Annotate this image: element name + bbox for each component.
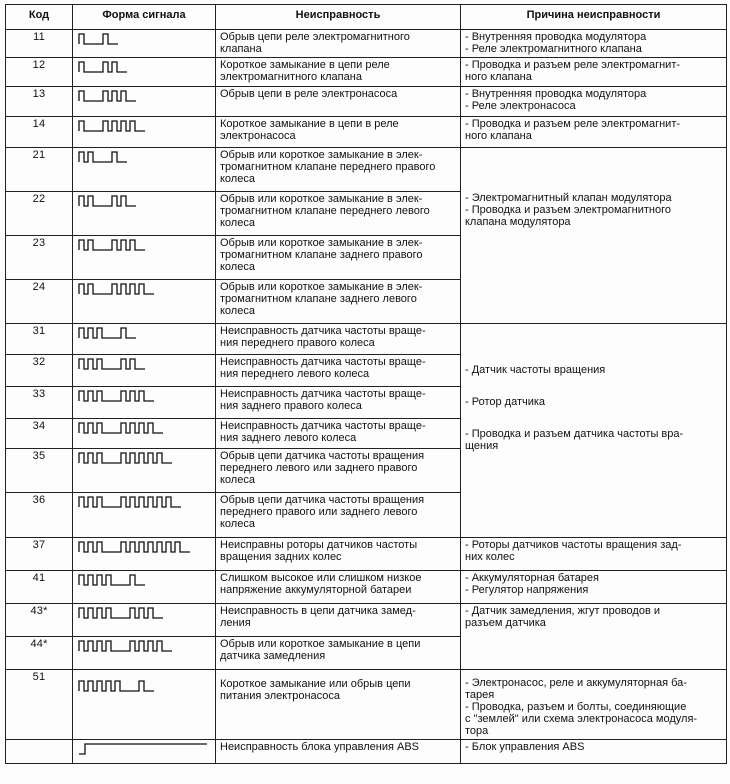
waveform-trace xyxy=(79,91,136,101)
fault-cell xyxy=(216,192,461,236)
waveform-trace xyxy=(79,34,118,44)
fault-cell xyxy=(216,58,461,87)
text-line: Короткое замыкание в цепи реле xyxy=(220,59,390,71)
fault-cell xyxy=(216,387,461,419)
code-cell: 11 xyxy=(6,30,73,58)
fault-cell xyxy=(216,117,461,148)
text-line: - Проводка и разъем реле электромагнит- xyxy=(465,118,681,130)
waveform-icon xyxy=(77,450,211,466)
text-line: - Датчик частоты вращения xyxy=(465,364,606,376)
code-cell: 14 xyxy=(6,117,73,148)
waveform-icon xyxy=(77,539,211,555)
fault-cell xyxy=(216,87,461,117)
text-line: тромагнитном клапане переднего левого xyxy=(220,205,430,217)
cause-cell xyxy=(461,148,727,324)
text-line: - Внутренняя проводка модулятора xyxy=(465,88,647,100)
waveform-icon xyxy=(77,741,211,757)
waveform-trace xyxy=(79,641,172,651)
table-row xyxy=(6,148,727,192)
text-line: Обрыв или короткое замыкание в элек- xyxy=(220,281,423,293)
cause-cell xyxy=(461,117,727,148)
code-cell: 24 xyxy=(6,280,73,324)
text-line: - Реле электромагнитного клапана xyxy=(465,43,642,55)
text-line: Короткое замыкание или обрыв цепи xyxy=(220,678,411,690)
fault-cell xyxy=(216,30,461,58)
waveform-cell xyxy=(73,604,216,637)
cause-cell xyxy=(461,571,727,604)
text-line: - Проводка и разъем электромагнитного xyxy=(465,204,671,216)
fault-cell xyxy=(216,419,461,449)
waveform-trace xyxy=(79,681,154,691)
text-line: колеса xyxy=(220,518,255,530)
text-line: Неисправность датчика частоты враще- xyxy=(220,420,426,432)
waveform-icon xyxy=(77,237,211,253)
waveform-trace xyxy=(79,62,127,72)
waveform-icon xyxy=(77,678,211,694)
text-line: Неисправность датчика частоты враще- xyxy=(220,325,426,337)
text-line: Неисправность в цепи датчика замед- xyxy=(220,605,416,617)
waveform-cell xyxy=(73,493,216,538)
header-row xyxy=(6,5,727,30)
waveform-cell xyxy=(73,670,216,740)
table-row xyxy=(6,538,727,571)
fault-cell xyxy=(216,740,461,764)
waveform-icon xyxy=(77,356,211,372)
waveform-icon xyxy=(77,494,211,510)
code-cell: 51 xyxy=(6,670,73,740)
table-row xyxy=(6,604,727,637)
text-line: колеса xyxy=(220,305,255,317)
waveform-trace xyxy=(79,423,163,433)
text-line: клапана модулятора xyxy=(465,216,571,228)
text-line: электронасоса xyxy=(220,130,296,142)
waveform-icon xyxy=(77,88,211,104)
text-line: - Электромагнитный клапан модулятора xyxy=(465,192,672,204)
text-line: тромагнитном клапане переднего правого xyxy=(220,161,436,173)
text-line: колеса xyxy=(220,261,255,273)
waveform-icon xyxy=(77,638,211,654)
waveform-icon xyxy=(77,420,211,436)
waveform-cell xyxy=(73,387,216,419)
text-line: - Реле электронасоса xyxy=(465,100,576,112)
table-row xyxy=(6,87,727,117)
waveform-trace xyxy=(79,196,136,206)
text-line: колеса xyxy=(220,173,255,185)
code-cell: 34 xyxy=(6,419,73,449)
fault-cell xyxy=(216,324,461,355)
waveform-cell xyxy=(73,87,216,117)
text-line: ного клапана xyxy=(465,130,532,142)
cause-cell xyxy=(461,30,727,58)
cause-item xyxy=(465,364,722,376)
waveform-cell xyxy=(73,236,216,280)
waveform-icon xyxy=(77,149,211,165)
cause-cell xyxy=(461,670,727,740)
waveform-icon xyxy=(77,59,211,75)
cause-item xyxy=(465,428,722,452)
waveform-cell xyxy=(73,148,216,192)
waveform-trace xyxy=(79,497,181,507)
waveform-trace xyxy=(79,608,163,618)
table-row xyxy=(6,571,727,604)
text-line: Обрыв цепи датчика частоты вращения xyxy=(220,450,425,462)
text-line: - Проводка и разъем датчика частоты вра- xyxy=(465,428,684,440)
text-line: - Проводка и разъем реле электромагнит- xyxy=(465,59,681,71)
table-row xyxy=(6,58,727,87)
text-line: напряжение аккумуляторной батареи xyxy=(220,584,412,596)
code-cell: 32 xyxy=(6,355,73,387)
text-line: Обрыв или короткое замыкание в цепи xyxy=(220,638,421,650)
fault-cell xyxy=(216,637,461,670)
text-line: электромагнитного клапана xyxy=(220,71,362,83)
waveform-cell xyxy=(73,324,216,355)
text-line: Обрыв цепи датчика частоты вращения xyxy=(220,494,425,506)
text-line: Обрыв или короткое замыкание в элек- xyxy=(220,237,423,249)
waveform-trace xyxy=(79,284,154,294)
text-line: ного клапана xyxy=(465,71,532,83)
text-line: ния заднего левого колеса xyxy=(220,432,357,444)
cause-cell xyxy=(461,538,727,571)
waveform-trace xyxy=(79,240,145,250)
waveform-icon xyxy=(77,388,211,404)
cause-cell xyxy=(461,740,727,764)
text-line: Неисправны роторы датчиков частоты xyxy=(220,539,418,551)
waveform-cell xyxy=(73,449,216,493)
fault-cell xyxy=(216,670,461,740)
waveform-cell xyxy=(73,571,216,604)
header-code: Код xyxy=(6,5,73,30)
text-line: Обрыв или короткое замыкание в элек- xyxy=(220,193,423,205)
text-line: тромагнитном клапане заднего правого xyxy=(220,249,423,261)
text-line: тора xyxy=(465,725,489,737)
code-cell: 23 xyxy=(6,236,73,280)
waveform-icon xyxy=(77,31,211,47)
text-line: датчика замедления xyxy=(220,650,326,662)
waveform-cell xyxy=(73,192,216,236)
text-line: Обрыв цепи в реле электронасоса xyxy=(220,88,398,100)
fault-cell xyxy=(216,571,461,604)
code-cell: 31 xyxy=(6,324,73,355)
fault-cell xyxy=(216,355,461,387)
header-signal: Форма сигнала xyxy=(73,5,216,30)
text-line: - Электронасос, реле и аккумуляторная ба- xyxy=(465,677,687,689)
dtc-table xyxy=(5,4,727,764)
cause-cell xyxy=(461,324,727,538)
code-cell: 37 xyxy=(6,538,73,571)
code-cell: 36 xyxy=(6,493,73,538)
text-line: ления xyxy=(220,617,251,629)
text-line: Обрыв цепи реле электромагнитного xyxy=(220,31,410,43)
text-line: питания электронасоса xyxy=(220,690,341,702)
fault-cell xyxy=(216,449,461,493)
waveform-trace xyxy=(79,542,190,552)
text-line: ния заднего правого колеса xyxy=(220,400,362,412)
text-line: них колес xyxy=(465,551,515,563)
waveform-cell xyxy=(73,117,216,148)
cause-cell xyxy=(461,58,727,87)
waveform-cell xyxy=(73,740,216,764)
text-line: ния переднего правого колеса xyxy=(220,337,375,349)
text-line: колеса xyxy=(220,217,255,229)
waveform-icon xyxy=(77,325,211,341)
code-cell: 35 xyxy=(6,449,73,493)
text-line: - Блок управления ABS xyxy=(465,741,585,753)
waveform-cell xyxy=(73,419,216,449)
waveform-icon xyxy=(77,118,211,134)
code-cell: 44* xyxy=(6,637,73,670)
table-row xyxy=(6,117,727,148)
code-cell: 33 xyxy=(6,387,73,419)
table-row xyxy=(6,670,727,740)
waveform-cell xyxy=(73,30,216,58)
text-line: переднего правого или заднего левого xyxy=(220,506,418,518)
text-line: тарея xyxy=(465,689,495,701)
code-cell: 41 xyxy=(6,571,73,604)
text-line: переднего левого или заднего правого xyxy=(220,462,418,474)
table-row xyxy=(6,30,727,58)
waveform-icon xyxy=(77,193,211,209)
code-cell xyxy=(6,740,73,764)
text-line: разъем датчика xyxy=(465,617,546,629)
text-line: - Регулятор напряжения xyxy=(465,584,589,596)
waveform-trace xyxy=(79,121,145,131)
text-line: - Внутренняя проводка модулятора xyxy=(465,31,647,43)
text-line: Слишком высокое или слишком низкое xyxy=(220,572,422,584)
text-line: клапана xyxy=(220,43,262,55)
waveform-cell xyxy=(73,58,216,87)
table-row xyxy=(6,740,727,764)
header-cause: Причина неисправности xyxy=(461,5,727,30)
waveform-trace xyxy=(79,328,136,338)
waveform-cell xyxy=(73,280,216,324)
table-row xyxy=(6,324,727,355)
text-line: - Ротор датчика xyxy=(465,396,546,408)
waveform-trace xyxy=(79,575,145,585)
fault-cell xyxy=(216,538,461,571)
waveform-trace xyxy=(79,391,154,401)
text-line: с "землей" или схема электронасоса модуля- xyxy=(465,713,698,725)
text-line: - Датчик замедления, жгут проводов и xyxy=(465,605,661,617)
code-cell: 12 xyxy=(6,58,73,87)
text-line: Неисправность блока управления ABS xyxy=(220,741,420,753)
text-line: Неисправность датчика частоты враще- xyxy=(220,356,426,368)
text-line: щения xyxy=(465,440,499,452)
fault-cell xyxy=(216,493,461,538)
cause-cell xyxy=(461,87,727,117)
fault-cell xyxy=(216,604,461,637)
fault-cell xyxy=(216,148,461,192)
header-fault: Неисправность xyxy=(216,5,461,30)
code-cell: 43* xyxy=(6,604,73,637)
waveform-cell xyxy=(73,538,216,571)
text-line: Неисправность датчика частоты враще- xyxy=(220,388,426,400)
text-line: ния переднего левого колеса xyxy=(220,368,370,380)
text-line: Короткое замыкание в цепи в реле xyxy=(220,118,399,130)
fault-cell xyxy=(216,236,461,280)
text-line: тромагнитном клапане заднего левого xyxy=(220,293,417,305)
text-line: вращения задних колес xyxy=(220,551,342,563)
cause-cell xyxy=(461,604,727,670)
text-line: колеса xyxy=(220,474,255,486)
waveform-cell xyxy=(73,637,216,670)
waveform-trace xyxy=(79,152,127,162)
waveform-trace xyxy=(79,744,207,754)
text-line: - Проводка, разъем и болты, соединяющие xyxy=(465,701,687,713)
waveform-cell xyxy=(73,355,216,387)
waveform-icon xyxy=(77,605,211,621)
text-line: Обрыв или короткое замыкание в элек- xyxy=(220,149,423,161)
waveform-icon xyxy=(77,281,211,297)
text-line: - Аккумуляторная батарея xyxy=(465,572,600,584)
waveform-trace xyxy=(79,359,145,369)
text-line: - Роторы датчиков частоты вращения зад- xyxy=(465,539,682,551)
fault-cell xyxy=(216,280,461,324)
code-cell: 22 xyxy=(6,192,73,236)
waveform-icon xyxy=(77,572,211,588)
code-cell: 13 xyxy=(6,87,73,117)
waveform-trace xyxy=(79,453,172,463)
code-cell: 21 xyxy=(6,148,73,192)
cause-item xyxy=(465,396,722,408)
